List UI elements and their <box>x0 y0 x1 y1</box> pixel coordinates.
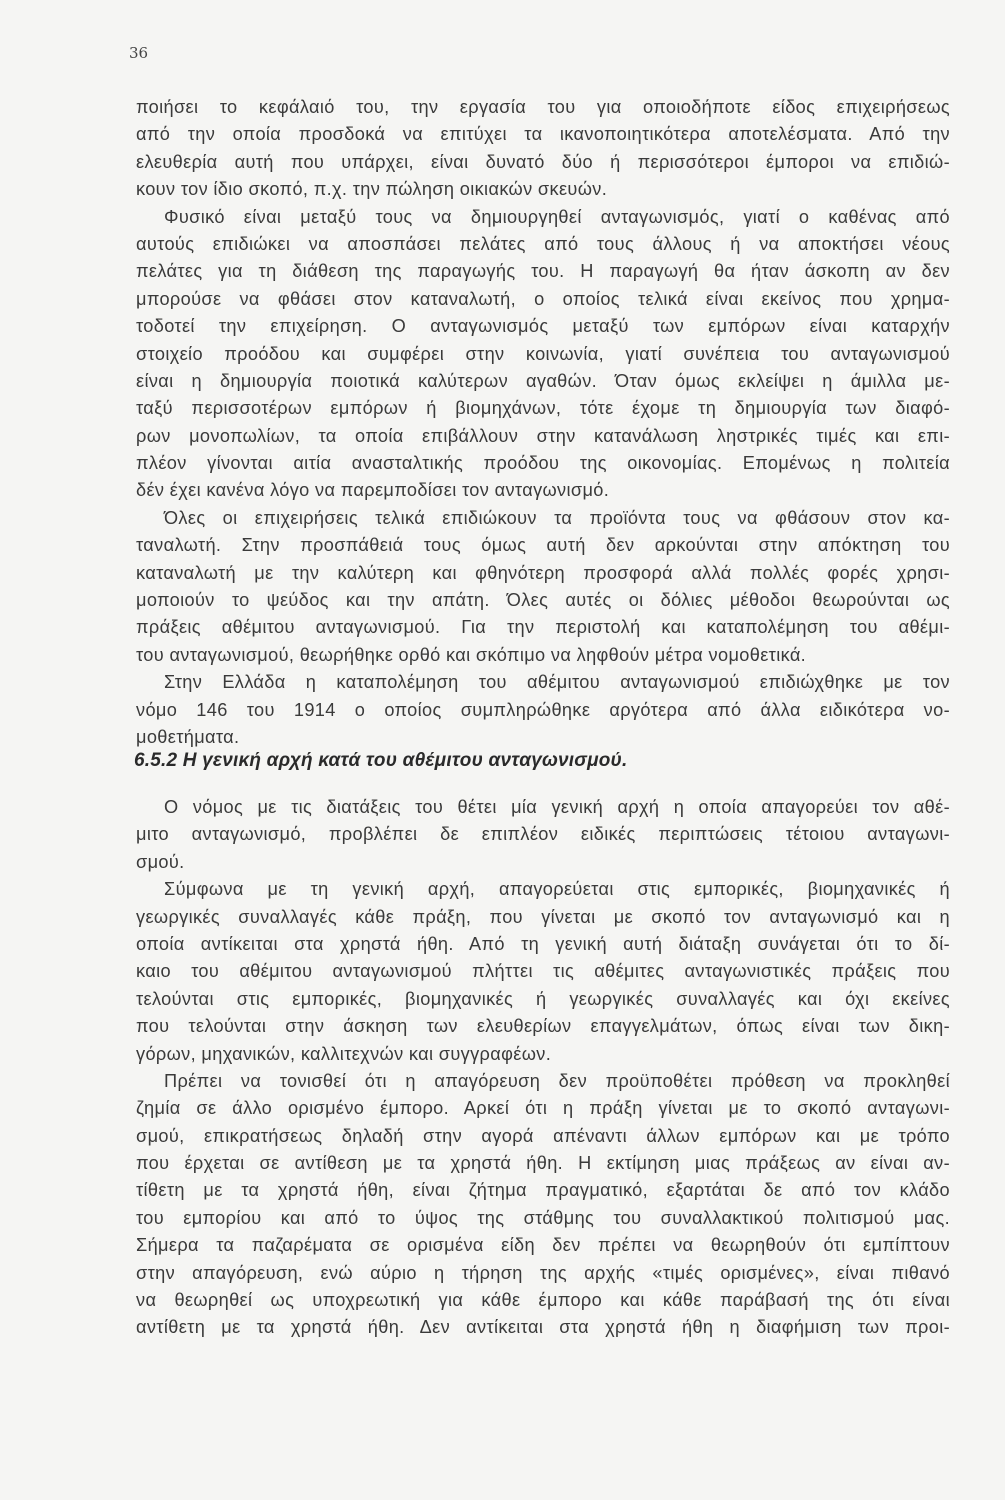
text-line: τίθετη με τα χρηστά ήθη, είναι ζήτημα πραγματικό, εξαρτάται δε από τον κλάδο <box>136 1180 950 1201</box>
text-line: στοιχείο προόδου και συμφέρει στην κοινωνία, γιατί συνέπεια του ανταγωνισμού <box>136 343 950 364</box>
text-line: μπορούσε να φθάσει στον καταναλωτή, ο οποίος τελικά είναι εκείνος που χρημα- <box>136 288 950 309</box>
text-line: ταναλωτή. Στην προσπάθειά τους όμως αυτή δεν αρκούνται στην απόκτηση του <box>136 535 950 556</box>
text-line: πλέον γίνονται αιτία ανασταλτικής προόδου της οικονομίας. Επομένως η πολιτεία <box>136 453 950 474</box>
text-line: του εμπορίου και από το ύψος της στάθμης του συναλλακτικού πολιτισμού μας. <box>136 1207 950 1228</box>
text-line: πράξεις αθέμιτου ανταγωνισμού. Για την περιστολή και καταπολέμηση του αθέμι- <box>136 617 950 638</box>
text-line: που τελούνται στην άσκηση των ελευθερίων επαγγελμάτων, όπως είναι των δικη- <box>136 1016 950 1037</box>
text-line: μοποιούν το ψεύδος και την απάτη. Όλες αυτές οι δόλιες μέθοδοι θεωρούνται ως <box>136 590 950 611</box>
text-line: Στην Ελλάδα η καταπολέμηση του αθέμιτου ανταγωνισμού επιδιώχθηκε με τον <box>164 672 950 693</box>
text-line: Όλες οι επιχειρήσεις τελικά επιδιώκουν τα προϊόντα τους να φθάσουν στον κα- <box>164 507 950 528</box>
text-line: Πρέπει να τονισθεί ότι η απαγόρευση δεν προϋποθέτει πρόθεση να προκληθεί <box>164 1070 950 1091</box>
text-line: δέν έχει κανένα λόγο να παρεμποδίσει τον ανταγωνισμό. <box>136 480 610 501</box>
text-line: ελευθερία αυτή που υπάρχει, είναι δυνατό δύο ή περισσότεροι έμποροι να επιδιώ- <box>136 151 950 172</box>
text-line: μιτο ανταγωνισμό, προβλέπει δε επιπλέον ειδικές περιπτώσεις τέτοιου ανταγωνι- <box>136 824 950 845</box>
text-line: Σύμφωνα με τη γενική αρχή, απαγορεύεται στις εμπορικές, βιομηχανικές ή <box>164 879 950 900</box>
text-line: μοθετήματα. <box>136 726 240 747</box>
text-line: γόρων, μηχανικών, καλλιτεχνών και συγγραφέων. <box>136 1043 552 1064</box>
page-number: 36 <box>129 44 149 62</box>
text-line: ρων μονοπωλίων, τα οποία επιβάλλουν στην κατανάλωση ληστρικές τιμές και επι- <box>136 425 950 446</box>
text-line: στην απαγόρευση, ενώ αύριο η τήρηση της αρχής «τιμές ορισμένες», είναι πιθανό <box>136 1262 950 1283</box>
text-line: αντίθετη με τα χρηστά ήθη. Δεν αντίκειται στα χρηστά ήθη η διαφήμιση των προι- <box>136 1317 950 1338</box>
text-line: από την οποία προσδοκά να επιτύχει τα ικανοποιητικότερα αποτελέσματα. Από την <box>136 124 950 145</box>
text-line: είναι η δημιουργία ποιοτικά καλύτερων αγαθών. Όταν όμως εκλείψει η άμιλλα με- <box>136 370 950 391</box>
text-line: του ανταγωνισμού, θεωρήθηκε ορθό και σκόπιμο να ληφθούν μέτρα νομοθετικά. <box>136 644 807 665</box>
text-line: σμού, επικρατήσεως δηλαδή στην αγορά απέναντι άλλων εμπόρων και με τρόπο <box>136 1125 950 1146</box>
text-line: καταναλωτή με την καλύτερη και φθηνότερη προσφορά αλλά πολλές φορές χρησι- <box>136 562 950 583</box>
text-line: να θεωρηθεί ως υποχρεωτική για κάθε έμπορο και κάθε παράβασή της ότι είναι <box>136 1290 950 1311</box>
text-line: καιο του αθέμιτου ανταγωνισμού πλήττει τις αθέμιτες ανταγωνιστικές πράξεις που <box>136 961 950 982</box>
text-line: που έρχεται σε αντίθεση με τα χρηστά ήθη. Η εκτίμηση μιας πράξεως αν είναι αν- <box>136 1153 950 1174</box>
text-line: αυτούς επιδιώκει να αποσπάσει πελάτες από τους άλλους ή να αποκτήσει νέους <box>136 233 950 254</box>
text-line: γεωργικές συναλλαγές κάθε πράξη, που γίνεται με σκοπό τον ανταγωνισμό και η <box>136 906 950 927</box>
text-line: νόμο 146 του 1914 ο οποίος συμπληρώθηκε αργότερα από άλλα ειδικότερα νο- <box>136 699 950 720</box>
text-line: ζημία σε άλλο ορισμένο έμπορο. Αρκεί ότι η πράξη γίνεται με το σκοπό ανταγωνι- <box>136 1098 950 1119</box>
text-line: τελούνται στις εμπορικές, βιομηχανικές ή γεωργικές συναλλαγές και όχι εκείνες <box>136 988 950 1009</box>
text-line: Σήμερα τα παζαρέματα σε ορισμένα είδη δεν πρέπει να θεωρηθούν ότι εμπίπτουν <box>136 1235 950 1256</box>
text-line: ταξύ περισσοτέρων εμπόρων ή βιομηχάνων, τότε έχομε τη δημιουργία των διαφό- <box>136 398 950 419</box>
text-line: ποιήσει το κεφάλαιό του, την εργασία του για οποιοδήποτε είδος επιχειρήσεως <box>136 97 950 117</box>
text-line: οποία αντίκειται στα χρηστά ήθη. Από τη γενική αυτή διάταξη συνάγεται ότι το δί- <box>136 933 950 954</box>
text-line: κουν τον ίδιο σκοπό, π.χ. την πώληση οικιακών σκευών. <box>136 179 608 200</box>
section-heading: 6.5.2 Η γενική αρχή κατά του αθέμιτου ανταγωνισμού. <box>134 750 628 771</box>
text-line: πελάτες για τη διάθεση της παραγωγής του. Η παραγωγή θα ήταν άσκοπη αν δεν <box>136 261 950 282</box>
text-line: σμού. <box>136 851 185 872</box>
body-text-section-1 <box>136 94 950 751</box>
text-line: Ο νόμος με τις διατάξεις του θέτει μία γενική αρχή η οποία απαγορεύει τον αθέ- <box>164 797 950 817</box>
text-line: τοδοτεί την επιχείρηση. Ο ανταγωνισμός μεταξύ των εμπόρων είναι καταρχήν <box>136 316 950 337</box>
body-text-section-2 <box>136 794 950 1342</box>
text-line: Φυσικό είναι μεταξύ τους να δημιουργηθεί ανταγωνισμός, γιατί ο καθένας από <box>164 206 950 227</box>
